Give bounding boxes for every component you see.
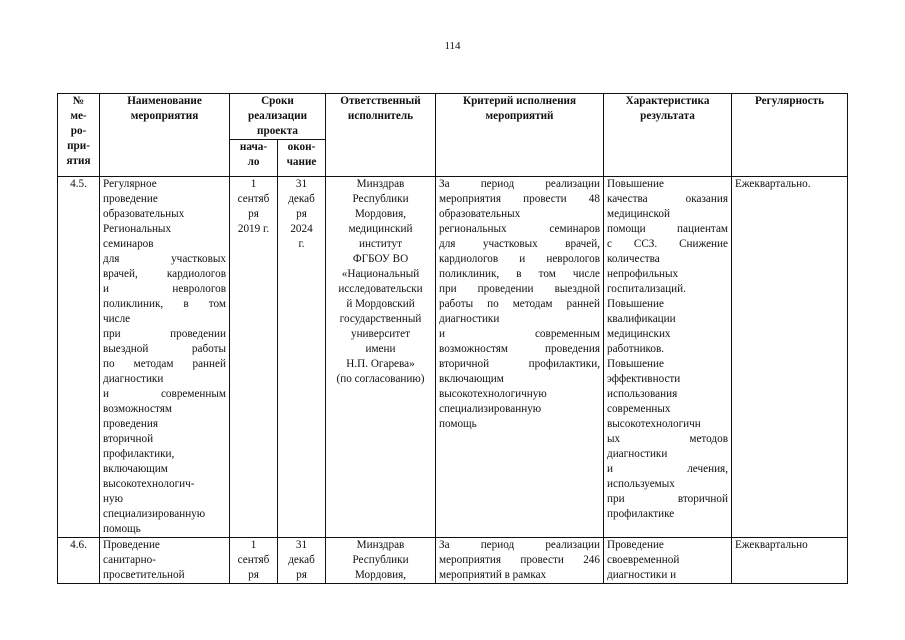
cell-line: санитарно- [103,554,156,566]
cell-line: Минздрав [356,539,405,551]
cell-line: работы по методам ранней [439,298,600,310]
cell-line: 2019 г. [237,223,270,235]
cell-line: проведения [103,418,158,430]
cell-line: г. [298,238,305,250]
row-number: 4.6. [58,538,100,584]
cell-line: Повышение [607,358,664,370]
cell-line: просветительной [103,569,185,581]
cell-line: сентяб [237,554,270,566]
header-responsible [326,94,436,177]
cell-line: высокотехнологичную [439,388,547,400]
cell-line: результата [640,110,695,122]
row-criterion [436,177,604,538]
cell-line: государственный [339,313,422,325]
cell-line: диагностики [439,313,500,325]
row-number: 4.5. [58,177,100,538]
cell-line: № [72,95,85,107]
cell-line: ря [248,208,259,220]
cell-line: 1 [250,178,257,190]
cell-line: высокотехнологичн [607,418,701,430]
cell-line: декаб [288,554,315,566]
cell-line: ФГБОУ ВО [352,253,409,265]
cell-line: Сроки [261,95,294,107]
cell-line: включающим [439,373,504,385]
cell-line: кардиологов и неврологов [439,253,600,265]
header-event-number [58,94,100,177]
cell-line: Критерий исполнения [462,95,577,107]
cell-line: для участковых [103,253,226,265]
cell-line: Минздрав [356,178,405,190]
cell-line: помощи пациентам [607,223,728,235]
table-row [58,538,848,584]
cell-line: образовательных [439,208,521,220]
cell-line: Ответственный [340,95,421,107]
row-start-date [230,538,278,584]
cell-line: Регулярность [754,95,824,107]
cell-line: Республики [352,554,409,566]
cell-line: при- [67,140,90,152]
cell-line: Мордовия, [354,569,407,581]
cell-line: качества оказания [607,193,728,205]
row-result [604,177,732,538]
cell-line: Повышение [607,178,664,190]
cell-line: поликлиник, в том [103,298,226,310]
cell-line: реализации [247,110,308,122]
cell-line: по методам ранней [103,358,226,370]
cell-line: специализированную [103,508,206,520]
cell-line: исследовательски [338,283,423,295]
cell-line: и современным [439,328,600,340]
cell-line: 1 [250,539,257,551]
cell-line: медицинских [607,328,671,340]
cell-line: семинаров [103,238,154,250]
header-row-1 [58,94,848,140]
cell-line: ную [103,493,123,505]
cell-line: мероприятия провести 48 [439,193,600,205]
cell-line: мероприятий в рамках [439,569,547,581]
cell-line: непрофильных [607,268,679,280]
cell-line: современных [607,403,671,415]
header-end [278,140,326,177]
row-end-date [278,538,326,584]
cell-line: Ежеквартально. [735,178,811,190]
cell-line: ме- [70,110,87,122]
cell-line: выездной работы [103,343,226,355]
cell-line: своевременной [607,554,680,566]
cell-line: За период реализации [439,178,600,190]
header-terms [230,94,326,140]
row-end-date [278,177,326,538]
cell-line: университет [350,328,411,340]
cell-line: эффективности [607,373,681,385]
cell-line: 31 [295,178,308,190]
cell-line: (по согласованию) [336,373,425,385]
cell-line: медицинский [348,223,413,235]
cell-line: Республики [352,193,409,205]
cell-line: ро- [70,125,87,137]
cell-line: числе [103,313,131,325]
cell-line: образовательных [103,208,185,220]
row-regularity [732,538,848,584]
cell-line: врачей, кардиологов [103,268,226,280]
cell-line: чание [286,156,317,168]
cell-line: «Национальный [341,268,420,280]
cell-line: Наименование [127,95,202,107]
row-event-name [100,177,230,538]
cell-line: возможностям [103,403,172,415]
cell-line: проекта [257,125,298,137]
row-regularity [732,177,848,538]
cell-line: работников. [607,343,665,355]
cell-line: й Мордовский [346,298,415,310]
row-criterion [436,538,604,584]
cell-line: вторичной профилактики, [439,358,600,370]
cell-line: высокотехнологич- [103,478,195,490]
cell-line: 2024 [290,223,313,235]
cell-line: используемых [607,478,675,490]
cell-line: госпитализаций. [607,283,686,295]
cell-line: Ежеквартально [735,539,808,551]
row-result [604,538,732,584]
cell-line: ря [296,208,307,220]
row-responsible [326,538,436,584]
cell-line: ых методов [607,433,728,445]
table-row [58,177,848,538]
cell-line: Региональных [103,223,172,235]
cell-line: профилактике [607,508,675,520]
cell-line: имени [365,343,396,355]
cell-line: нача- [239,141,268,153]
cell-line: институт [358,238,403,250]
header-criterion [436,94,604,177]
cell-line: окон- [287,141,316,153]
cell-line: для участковых врачей, [439,238,600,250]
cell-line: специализированную [439,403,542,415]
cell-line: использования [607,388,678,400]
cell-line: Регулярное [103,178,157,190]
cell-line: мероприятия [130,110,199,122]
header-start [230,140,278,177]
cell-line: и неврологов [103,283,226,295]
cell-line: декаб [288,193,315,205]
cell-line: проведение [103,193,158,205]
cell-line: помощь [439,418,477,430]
cell-line: и лечения, [607,463,728,475]
cell-line: мероприятия провести 246 [439,554,600,566]
cell-line: квалификации [607,313,676,325]
cell-line: За период реализации [439,539,600,551]
cell-line: мероприятий [485,110,554,122]
events-table [57,93,848,584]
cell-line: диагностики и [607,569,677,581]
row-start-date [230,177,278,538]
cell-line: диагностики [103,373,164,385]
cell-line: медицинской [607,208,670,220]
cell-line: сентяб [237,193,270,205]
header-event-name [100,94,230,177]
cell-line: включающим [103,463,168,475]
cell-line: ло [247,156,260,168]
cell-line: и современным [103,388,226,400]
cell-line: при вторичной [607,493,728,505]
cell-line: возможностям проведения [439,343,600,355]
cell-line: поликлиник, в том числе [439,268,600,280]
cell-line: профилактики, [103,448,175,460]
cell-line: количества [607,253,660,265]
row-responsible [326,177,436,538]
cell-line: Проведение [607,539,664,551]
cell-line: диагностики [607,448,668,460]
cell-line: с ССЗ. Снижение [607,238,728,250]
page-number: 114 [444,40,461,52]
cell-line: помощь [103,523,141,535]
cell-line: Мордовия, [354,208,407,220]
cell-line: вторичной [103,433,154,445]
header-regularity [732,94,848,177]
cell-line: ря [248,569,259,581]
cell-line: ятия [66,155,91,167]
header-result [604,94,732,177]
cell-line: Повышение [607,298,664,310]
cell-line: при проведении [103,328,226,340]
cell-line: исполнитель [347,110,414,122]
row-event-name [100,538,230,584]
cell-line: Проведение [103,539,160,551]
cell-line: 31 [295,539,308,551]
cell-line: Н.П. Огарева» [346,358,415,370]
cell-line: при проведении выездной [439,283,600,295]
cell-line: ря [296,569,307,581]
cell-line: Характеристика [625,95,710,107]
cell-line: региональных семинаров [439,223,600,235]
